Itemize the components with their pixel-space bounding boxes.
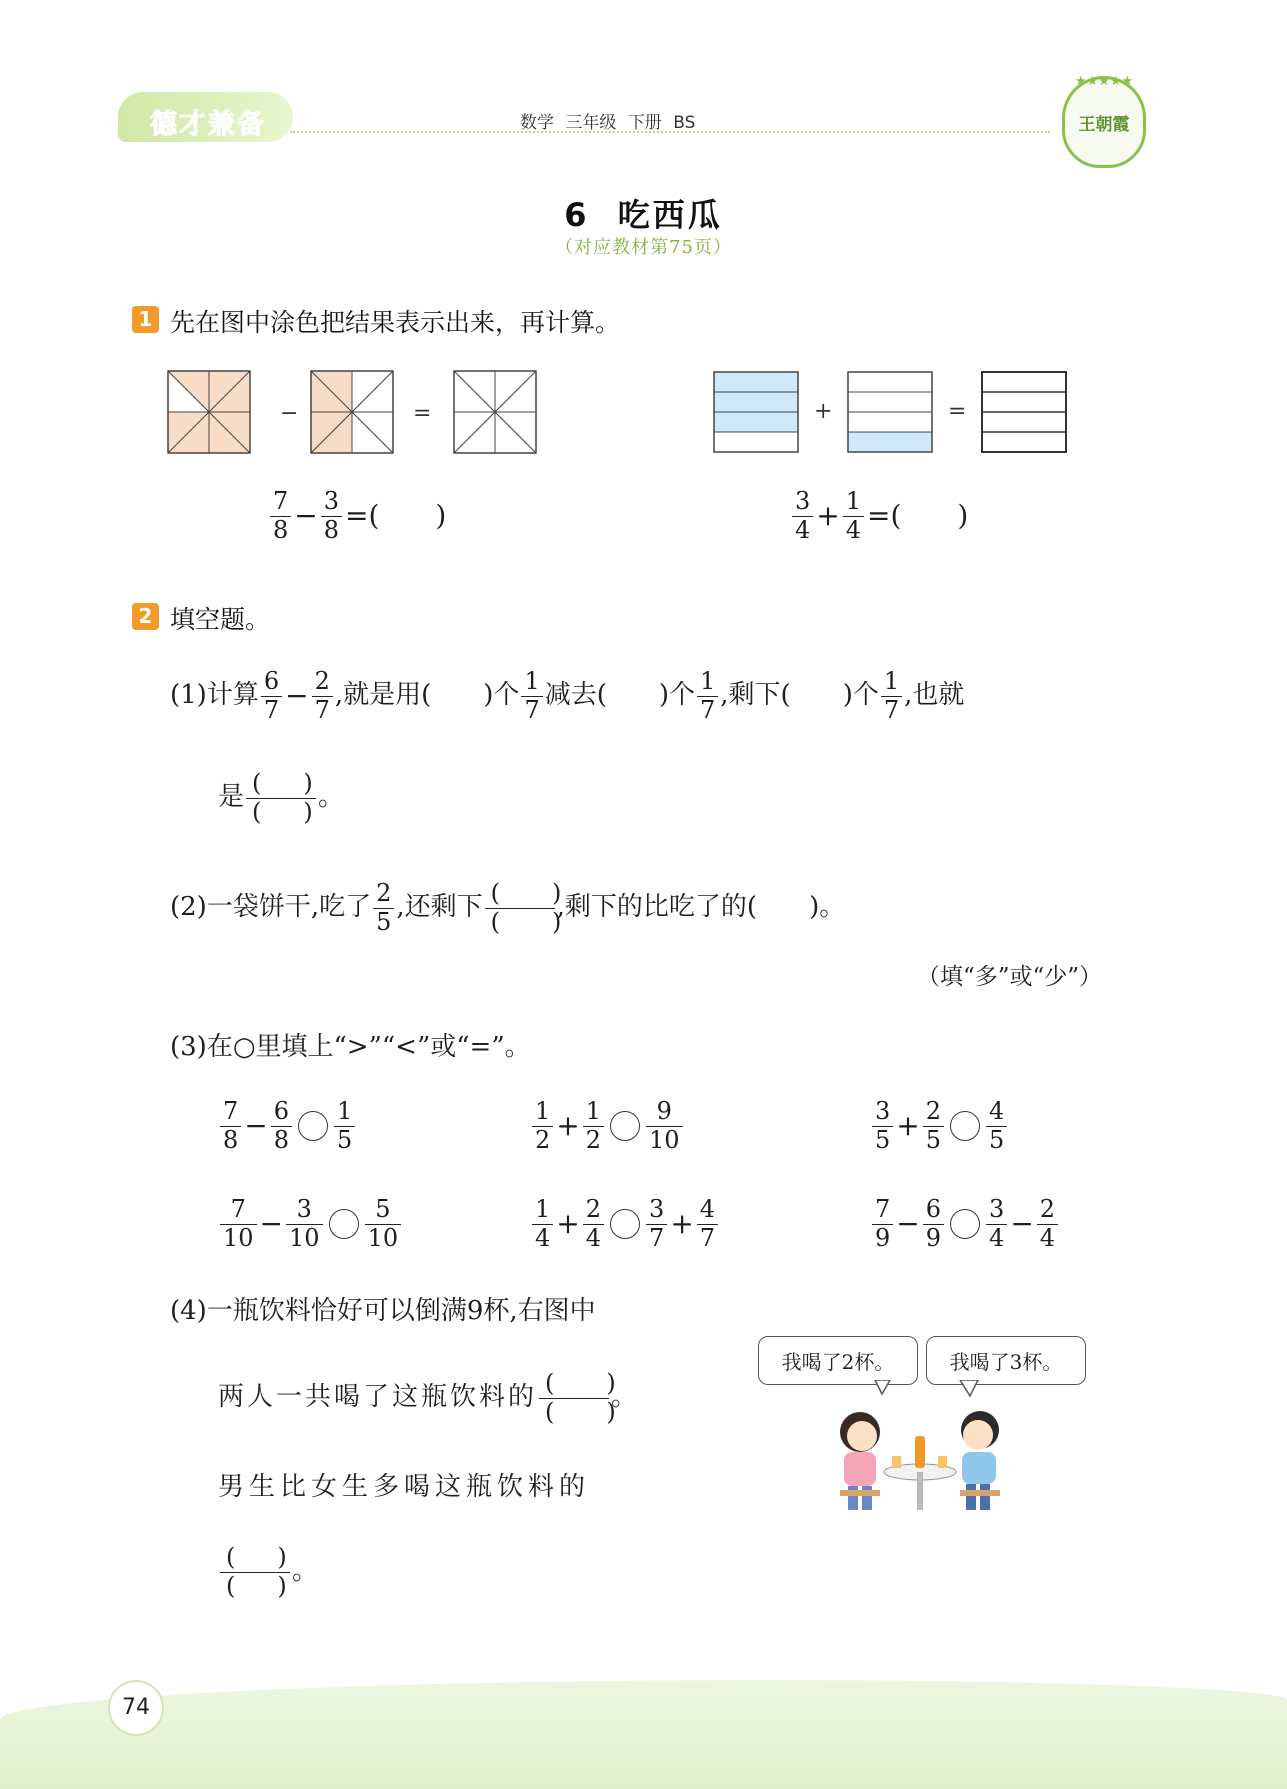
rect-one-quarter (848, 372, 932, 452)
sub-question-4-line3: 男生比女生多喝这瓶饮料的 (218, 1472, 591, 1502)
speech-bubble-girl: 我喝了2杯。 (758, 1336, 918, 1385)
equals-sign-2: = (948, 399, 967, 424)
compare-circle[interactable] (950, 1111, 980, 1141)
sub-question-1: (1)计算 $\frac{6}{7}$ − $\frac{2}{7}$ ,就是用( )个 $\frac{1}{7}$ 减去( )个 $\frac{1}{7}$ ,剩下( )个 $\frac{1}{7}$ ,也就 (170, 667, 965, 724)
square-seven-eighths (168, 371, 250, 453)
speech-bubble-boy: 我喝了3杯。 (926, 1336, 1086, 1385)
rect-three-quarters (714, 372, 798, 452)
header-subject: 数学 (520, 113, 554, 133)
hint-text: （填“多”或“少”） (917, 964, 1103, 990)
equation-subtract: $\frac{7}{8}$ − $\frac{3}{8}$ =( ) (268, 488, 447, 544)
seal-text: 王朝霞 (1078, 115, 1130, 135)
sub-question-4: (4)一瓶饮料恰好可以倒满9杯,右图中 (170, 1296, 596, 1326)
question-number-2: 2 (132, 603, 159, 630)
compare-circle[interactable] (610, 1209, 640, 1239)
compare-item: $\frac{1}{4}$ + $\frac{2}{4}$ $\frac{3}{7}$ + $\frac{4}{7}$ (530, 1196, 720, 1252)
fraction-answer-blank[interactable]: $\frac{( )}{( )}$ (485, 880, 555, 936)
question-number-1: 1 (132, 306, 159, 333)
answer-blank[interactable]: =( ) (345, 499, 447, 533)
header-grade: 三年级 (565, 113, 617, 133)
compare-item: $\frac{7}{10}$ − $\frac{3}{10}$ $\frac{5}{10}$ (218, 1196, 403, 1252)
minus-sign: − (280, 401, 299, 426)
sub-question-4-line4: $\frac{( )}{( )}$ 。 (218, 1544, 318, 1600)
question-2-prompt: 填空题。 (170, 605, 271, 634)
sub-question-2: (2)一袋饼干,吃了 $\frac{2}{5}$ ,还剩下 $\frac{( )}{( )}$ ,剩下的比吃了的( )。 (170, 879, 846, 936)
page-subtitle: （对应教材第75页） (555, 237, 732, 258)
rect-answer (982, 372, 1066, 452)
brand-title: 德才兼备 (150, 109, 266, 140)
fraction-square-diagrams (165, 368, 545, 456)
header-info (520, 108, 695, 133)
square-three-eighths (311, 371, 393, 453)
page-title: 6 吃西瓜 (564, 196, 723, 234)
sub-question-4-line2: 两人一共喝了这瓶饮料的 $\frac{( )}{( )}$ 。 (218, 1369, 641, 1426)
header-edition: BS (673, 113, 696, 133)
compare-item: $\frac{7}{9}$ − $\frac{6}{9}$ $\frac{3}{4}$ − $\frac{2}{4}$ (870, 1196, 1060, 1252)
compare-item: $\frac{1}{2}$ + $\frac{1}{2}$ $\frac{9}{10}$ (530, 1098, 685, 1154)
fraction-rectangle-diagrams (710, 368, 1070, 456)
equals-sign: = (413, 401, 432, 426)
question-1-prompt: 先在图中涂色把结果表示出来，再计算。 (170, 308, 621, 337)
page-number: 74 (108, 1680, 164, 1736)
fraction-answer-blank[interactable]: $\frac{( )}{( )}$ (539, 1370, 609, 1426)
compare-circle[interactable] (950, 1209, 980, 1239)
header-volume: 下册 (627, 113, 662, 133)
compare-item: $\frac{7}{8}$ − $\frac{6}{8}$ $\frac{1}{5}$ (218, 1098, 357, 1154)
answer-blank[interactable]: =( ) (867, 499, 969, 533)
equation-add: $\frac{3}{4}$ + $\frac{1}{4}$ =( ) (790, 488, 969, 544)
footer-decoration (0, 1680, 1287, 1789)
square-answer (454, 371, 536, 453)
sub-question-3: (3)在○里填上“>”“<”或“=”。 (170, 1032, 531, 1062)
compare-circle[interactable] (610, 1111, 640, 1141)
compare-item: $\frac{3}{5}$ + $\frac{2}{5}$ $\frac{4}{5}$ (870, 1098, 1009, 1154)
compare-circle[interactable] (329, 1209, 359, 1239)
fraction-answer-blank[interactable]: $\frac{( )}{( )}$ (246, 770, 316, 826)
star-icon: ★★★★★ (1074, 74, 1134, 89)
sub-question-1-cont: 是 $\frac{( )}{( )}$ 。 (218, 769, 345, 826)
fraction-answer-blank[interactable]: $\frac{( )}{( )}$ (220, 1544, 290, 1600)
plus-sign: + (814, 399, 833, 424)
children-drinking-illustration (820, 1380, 1020, 1520)
compare-circle[interactable] (298, 1111, 328, 1141)
